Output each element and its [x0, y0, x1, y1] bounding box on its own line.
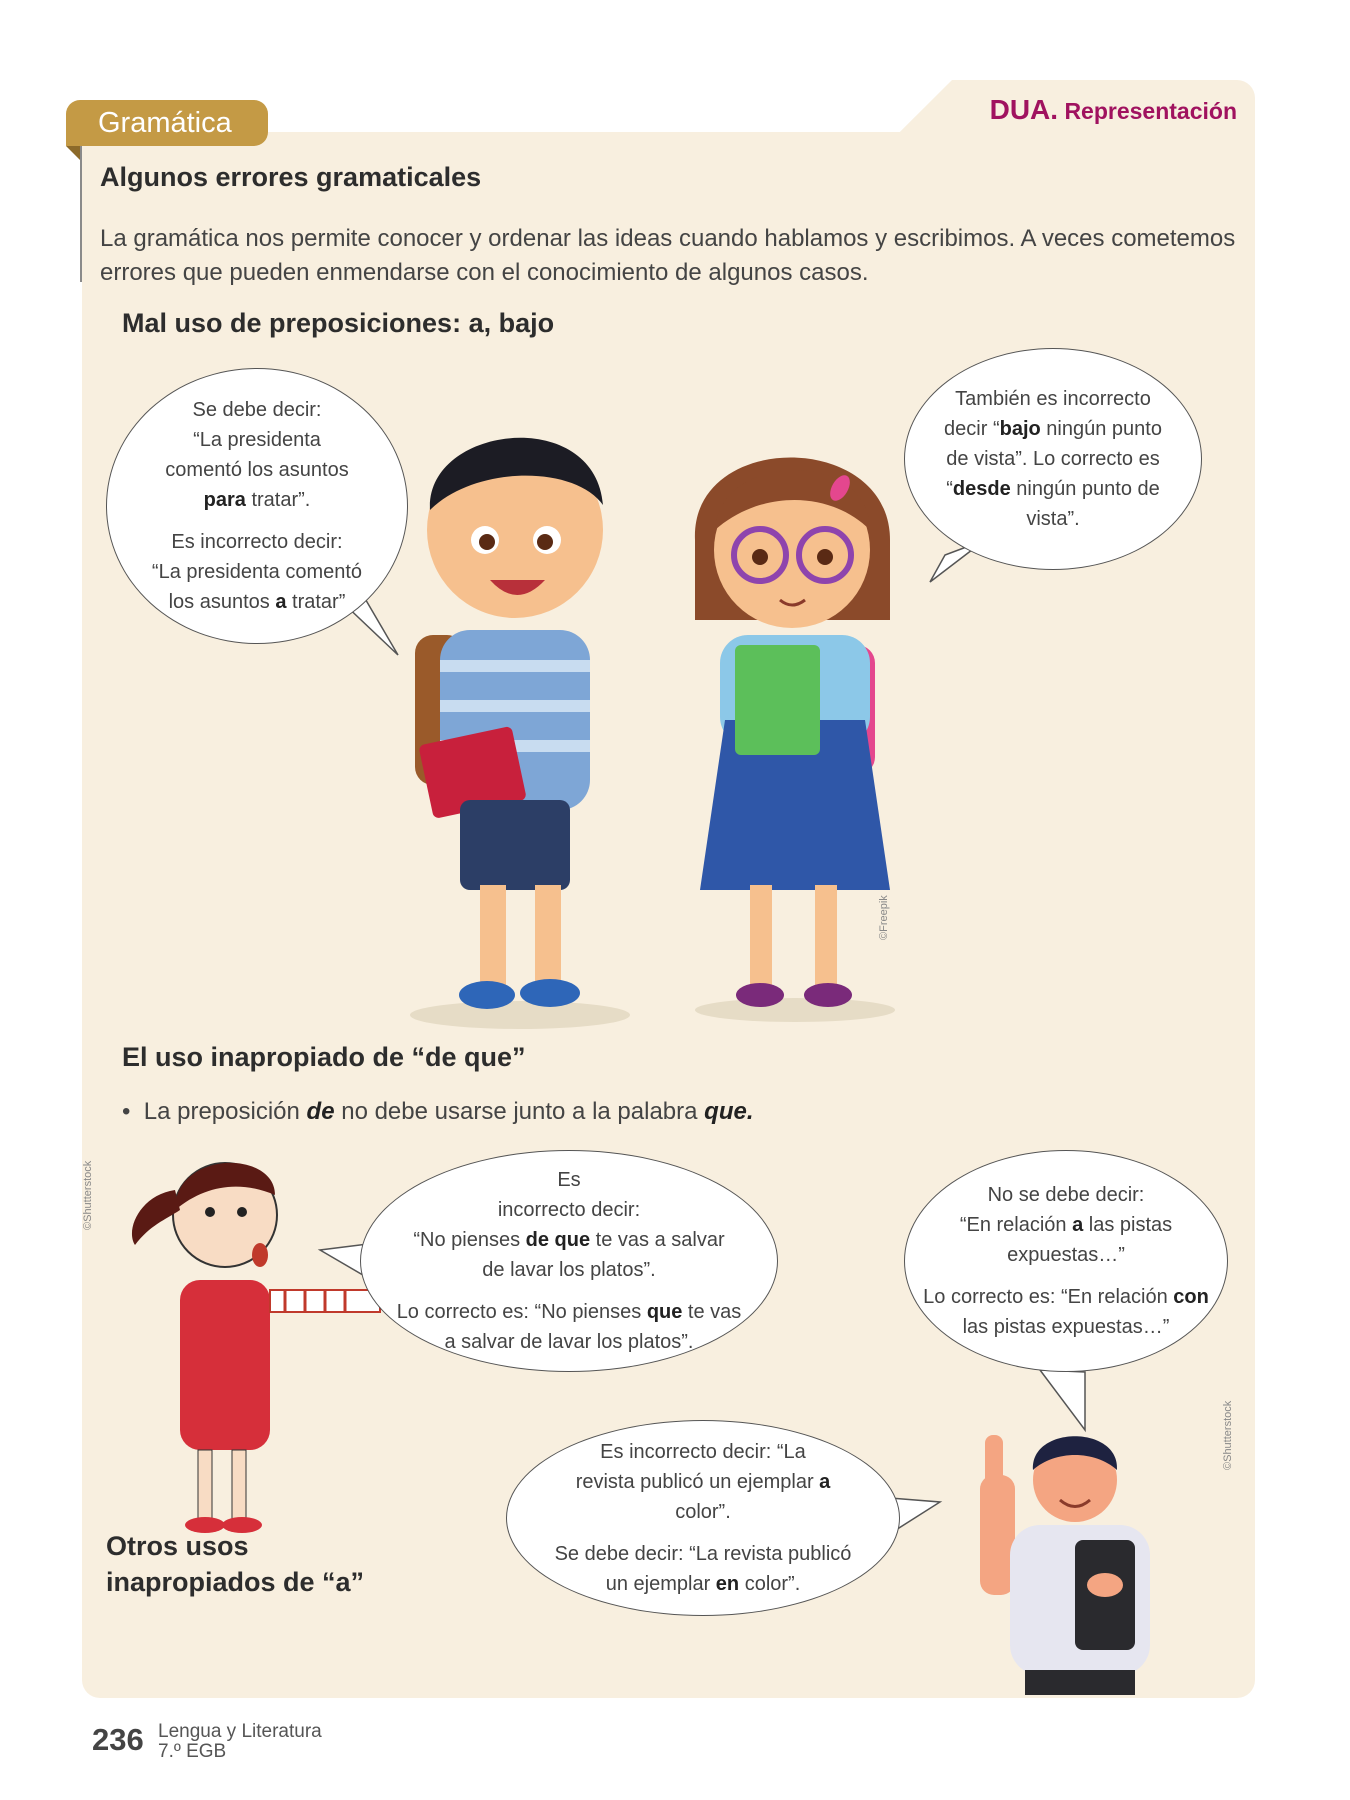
man-illustration — [965, 1415, 1205, 1695]
grade-label: 7.º EGB — [158, 1741, 227, 1762]
bubble-left-line: “La presidenta comentó — [151, 561, 363, 583]
bold-word: para — [203, 489, 246, 511]
text-span: tratar”. — [245, 489, 311, 511]
bubble-s2-line: a salvar de lavar los platos”. — [444, 1331, 694, 1353]
dua-rest: Representación — [1064, 98, 1237, 124]
bubble-s3b-line: Se debe decir: “La revista publicó — [554, 1543, 852, 1565]
bold-word: que — [646, 1301, 683, 1323]
bubble-right-line: También es incorrecto — [955, 388, 1151, 410]
bold-word: de que — [525, 1229, 591, 1251]
page-number: 236 — [92, 1722, 144, 1757]
speech-bubble-section3-top — [904, 1150, 1228, 1372]
bold-word: de — [306, 1098, 335, 1125]
bubble-s2-line: de lavar los platos”. — [482, 1259, 656, 1281]
heading-line: Otros usos — [106, 1531, 249, 1561]
speech-bubble-section3-bottom — [506, 1420, 900, 1616]
dua-strong: DUA. — [989, 94, 1059, 125]
speech-bubble-section2 — [360, 1150, 778, 1372]
text-span: los asuntos — [168, 591, 276, 613]
text-span: La preposición — [143, 1098, 307, 1125]
bubble-s3b-line: color”. — [675, 1501, 731, 1523]
bubble-left-line: Es incorrecto decir: — [171, 531, 343, 553]
bubble-left-line: Se debe decir: — [192, 399, 322, 421]
woman-illustration — [120, 1150, 400, 1535]
text-span: revista publicó un ejemplar — [575, 1471, 820, 1493]
text-span: “No pienses — [413, 1229, 526, 1251]
text-span: tratar” — [286, 591, 346, 613]
bubble-s3b-line — [576, 1467, 831, 1497]
bubble-left-line — [204, 485, 311, 515]
boy-illustration — [395, 405, 645, 1035]
bullet-item: • La preposición de no debe usarse junto a la palabra que. — [122, 1098, 754, 1125]
text-span: no debe usarse junto a la palabra — [334, 1098, 705, 1125]
section2-heading: El uso inapropiado de “de que” — [122, 1042, 526, 1072]
bubble-s2-line — [413, 1225, 724, 1255]
section3-heading — [106, 1528, 364, 1600]
text-span: Lo correcto es: “En relación — [923, 1286, 1174, 1308]
bold-word: en — [715, 1573, 740, 1595]
text-span: te vas — [682, 1301, 742, 1323]
bubble-left-line: comentó los asuntos — [165, 459, 349, 481]
bubble-right-line: de vista”. Lo correcto es — [946, 448, 1160, 470]
bubble-left-line — [169, 587, 346, 617]
speech-bubble-left — [106, 368, 408, 644]
bold-word: a — [275, 591, 287, 613]
section-tab: Gramática — [66, 100, 268, 146]
bold-word: que. — [704, 1098, 754, 1125]
bubble-right-line: vista”. — [1026, 508, 1080, 530]
bold-word: con — [1173, 1286, 1209, 1308]
page-title: Algunos errores gramaticales — [100, 162, 482, 192]
credit-shutterstock-right: ©Shutterstock — [1222, 1400, 1234, 1470]
bubble-s3b-line — [606, 1569, 801, 1599]
bubble-s3t-line: No se debe decir: — [987, 1184, 1145, 1206]
bold-word: bajo — [999, 418, 1041, 440]
bold-word: a — [819, 1471, 831, 1493]
text-span: “En relación — [959, 1214, 1073, 1236]
text-span: decir “ — [944, 418, 1000, 440]
bubble-s3t-line: las pistas expuestas…” — [962, 1316, 1170, 1338]
footer-subject — [158, 1722, 322, 1762]
bubble-s3b-line: Es incorrecto decir: “La — [600, 1441, 806, 1463]
text-span: Lo correcto es: “No pienses — [396, 1301, 647, 1323]
bubble-s3t-line — [923, 1282, 1209, 1312]
credit-freepik: ©Freepik — [878, 895, 890, 940]
speech-bubble-right — [904, 348, 1202, 570]
bubble-s3t-line — [960, 1210, 1172, 1240]
bubble-s3t-line: expuestas…” — [1007, 1244, 1125, 1266]
section1-heading: Mal uso de preposiciones: a, bajo — [122, 308, 555, 338]
subject-name: Lengua y Literatura — [158, 1721, 322, 1742]
text-span: color”. — [739, 1573, 801, 1595]
bubble-right-line — [946, 474, 1160, 504]
text-span: ningún punto de — [1010, 478, 1160, 500]
bubble-s2-line — [397, 1297, 742, 1327]
bubble-s2-line: Es — [557, 1169, 581, 1191]
bubble-left-line: “La presidenta — [193, 429, 321, 451]
text-span: te vas a salvar — [590, 1229, 725, 1251]
credit-shutterstock-left: ©Shutterstock — [82, 1160, 94, 1230]
bold-word: a — [1072, 1214, 1084, 1236]
bubble-right-line — [944, 414, 1162, 444]
girl-illustration — [680, 420, 910, 1020]
text-span: un ejemplar — [605, 1573, 716, 1595]
text-span: ningún punto — [1040, 418, 1162, 440]
intro-text: La gramática nos permite conocer y ordenar las ideas cuando hablamos y escribimos. A veces cometemos errores que pueden enmendarse con el conocimiento de algunos casos. — [100, 225, 1236, 286]
text-span: las pistas — [1083, 1214, 1173, 1236]
text-span: “ — [946, 478, 953, 500]
bold-word: desde — [952, 478, 1011, 500]
bubble-s2-line: incorrecto decir: — [497, 1199, 641, 1221]
heading-line: inapropiados de “a” — [106, 1567, 365, 1597]
